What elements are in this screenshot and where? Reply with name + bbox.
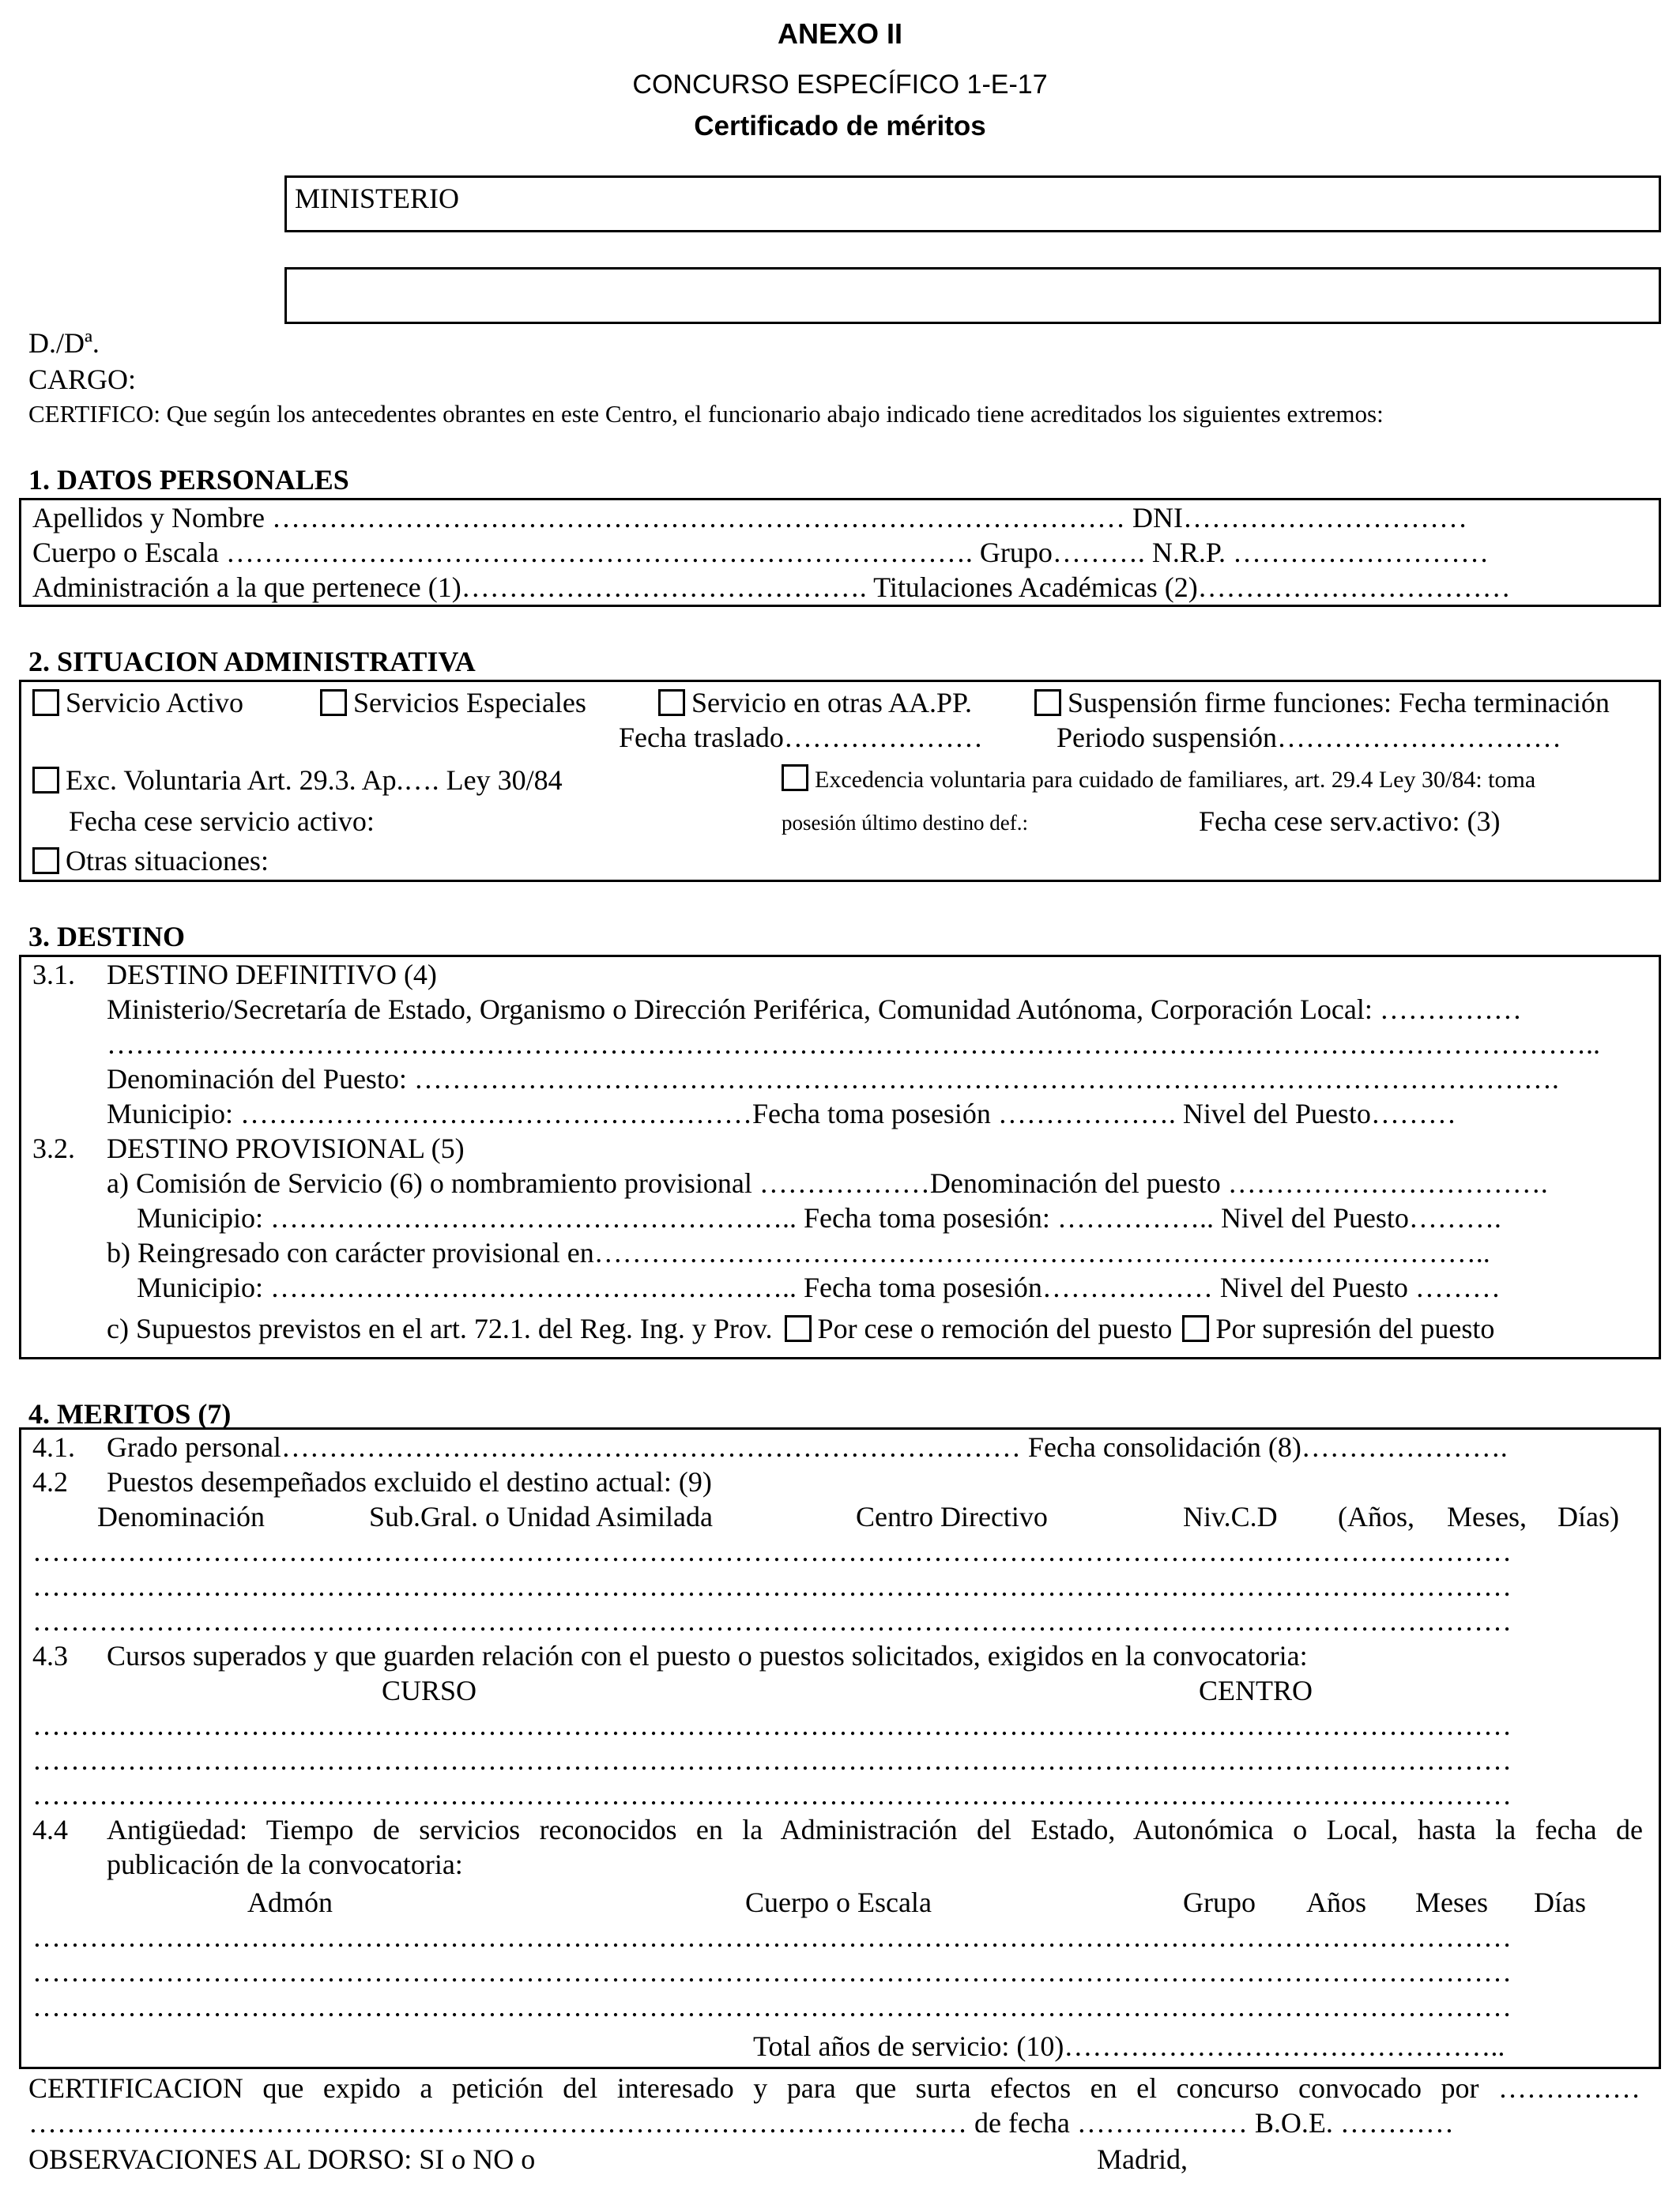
- cursos-row[interactable]: …………………………………………………………………………………………………………………………………………: [32, 1710, 1512, 1741]
- checkbox[interactable]: [1034, 689, 1061, 716]
- num-4-3: 4.3: [32, 1640, 68, 1672]
- cargo-label: CARGO:: [28, 364, 137, 395]
- observaciones[interactable]: OBSERVACIONES AL DORSO: SI o NO o: [28, 2143, 536, 2175]
- certificacion-line-1[interactable]: CERTIFICACION que expido a petición del interesado y para que surta efectos en el concurso convocado por ……………: [28, 2072, 1640, 2104]
- puestos-desempenados: Puestos desempeñados excluido el destino actual: (9): [107, 1466, 712, 1498]
- col-anos-44: Años: [1306, 1887, 1367, 1918]
- apellidos-line[interactable]: Apellidos y Nombre ……………………………………………………………………………… DNI…………………………: [32, 502, 1467, 533]
- col-meses: Meses,: [1447, 1501, 1527, 1532]
- checkbox[interactable]: [320, 689, 347, 716]
- cuerpo-line[interactable]: Cuerpo o Escala ……………………………………………………………………. Grupo………. N.R.P. ………………………: [32, 537, 1489, 568]
- concurso-title: CONCURSO ESPECÍFICO 1-E-17: [632, 70, 1048, 100]
- col-curso: CURSO: [382, 1675, 477, 1706]
- num-4-2: 4.2: [32, 1466, 68, 1498]
- comision-servicio-line[interactable]: a) Comisión de Servicio (6) o nombramiento provisional ………………Denominación del puesto …………………………….: [107, 1167, 1548, 1199]
- posesion-ultimo-destino[interactable]: posesión último destino def.:: [782, 811, 1028, 835]
- cursos-row[interactable]: …………………………………………………………………………………………………………………………………………: [32, 1779, 1512, 1811]
- otras-situaciones-option[interactable]: Otras situaciones:: [32, 843, 269, 878]
- grado-personal-line[interactable]: Grado personal…………………………………………………………………… Fecha consolidación (8)………………….: [107, 1431, 1508, 1463]
- dots-line[interactable]: …………………………………………………………………………………………………………………………………………..: [107, 1028, 1600, 1060]
- antiguedad-row[interactable]: …………………………………………………………………………………………………………………………………………: [32, 1921, 1512, 1953]
- checkbox[interactable]: [32, 847, 59, 874]
- annex-title: ANEXO II: [777, 17, 903, 50]
- fecha-cese-servicio[interactable]: Fecha cese servicio activo:: [69, 805, 375, 837]
- checkbox[interactable]: [32, 767, 59, 794]
- col-anos: (Años,: [1338, 1501, 1414, 1532]
- antiguedad-row[interactable]: …………………………………………………………………………………………………………………………………………: [32, 1991, 1512, 2022]
- destino-provisional: DESTINO PROVISIONAL (5): [107, 1133, 465, 1164]
- suspension-option[interactable]: Suspensión firme funciones: Fecha terminación: [1034, 685, 1610, 720]
- checkbox[interactable]: [782, 764, 808, 791]
- situacion-box: [19, 680, 1661, 882]
- d-label: D./Dª.: [28, 327, 100, 359]
- antiguedad-line-1: Antigüedad: Tiempo de servicios reconocidos en la Administración del Estado, Autonómica o Local, hasta la fecha de: [107, 1814, 1643, 1845]
- cursos-superados: Cursos superados y que guarden relación con el puesto o puestos solicitados, exigidos en la convocatoria:: [107, 1640, 1308, 1672]
- por-supresion-option[interactable]: Por supresión del puesto: [1182, 1313, 1494, 1344]
- ministerio-box[interactable]: [284, 175, 1661, 232]
- antiguedad-line-2: publicación de la convocatoria:: [107, 1849, 463, 1880]
- col-subgral: Sub.Gral. o Unidad Asimilada: [369, 1501, 713, 1532]
- col-centro-directivo: Centro Directivo: [856, 1501, 1048, 1532]
- destino-definitivo: DESTINO DEFINITIVO (4): [107, 959, 437, 990]
- ministerio-label: MINISTERIO: [295, 183, 459, 214]
- meritos-box: [19, 1427, 1661, 2069]
- num-4-4: 4.4: [32, 1814, 68, 1845]
- servicio-activo-option[interactable]: Servicio Activo: [32, 685, 243, 720]
- col-denominacion: Denominación: [97, 1501, 265, 1532]
- destino-box: [19, 955, 1661, 1359]
- comision-municipio-line[interactable]: Municipio: ……………………………………………….. Fecha toma posesión: …………….. Nivel del Puesto……….: [137, 1202, 1501, 1234]
- fecha-traslado[interactable]: Fecha traslado…………………: [619, 722, 983, 753]
- municipio-line[interactable]: Municipio: ………………………………………………Fecha toma posesión ………………. Nivel del Puesto………: [107, 1098, 1456, 1129]
- supuestos-line: [107, 1311, 1494, 1346]
- col-cuerpo-escala: Cuerpo o Escala: [745, 1887, 932, 1918]
- num-3-1: 3.1.: [32, 959, 75, 990]
- antiguedad-row[interactable]: …………………………………………………………………………………………………………………………………………: [32, 1956, 1512, 1988]
- checkbox[interactable]: [785, 1315, 812, 1342]
- section-2-title: 2. SITUACION ADMINISTRATIVA: [28, 646, 476, 677]
- col-admon: Admón: [247, 1887, 333, 1918]
- total-anos-servicio[interactable]: Total años de servicio: (10)………………………………………..: [753, 2030, 1505, 2062]
- col-nivcd: Niv.C.D: [1183, 1501, 1278, 1532]
- checkbox[interactable]: [32, 689, 59, 716]
- col-dias: Días): [1558, 1501, 1619, 1532]
- col-grupo: Grupo: [1183, 1887, 1256, 1918]
- certificado-title: Certificado de méritos: [694, 111, 986, 141]
- puestos-row[interactable]: …………………………………………………………………………………………………………………………………………: [32, 1605, 1512, 1637]
- denominacion-puesto-line[interactable]: Denominación del Puesto: ………………………………………………………………………………………………………….: [107, 1063, 1559, 1095]
- col-centro: CENTRO: [1199, 1675, 1313, 1706]
- certifico-text: CERTIFICO: Que según los antecedentes obrantes en este Centro, el funcionario abajo indicado tiene acreditados los siguientes extremos:: [28, 400, 1384, 428]
- checkbox[interactable]: [658, 689, 685, 716]
- exc-voluntaria-option[interactable]: Exc. Voluntaria Art. 29.3. Ap.…. Ley 30/84: [32, 763, 563, 797]
- checkbox[interactable]: [1182, 1315, 1209, 1342]
- reingresado-municipio-line[interactable]: Municipio: ……………………………………………….. Fecha toma posesión……………… Nivel del Puesto ………: [137, 1272, 1501, 1303]
- num-4-1: 4.1.: [32, 1431, 75, 1463]
- puestos-row[interactable]: …………………………………………………………………………………………………………………………………………: [32, 1536, 1512, 1567]
- col-dias-44: Días: [1534, 1887, 1586, 1918]
- excedencia-familiares-option[interactable]: Excedencia voluntaria para cuidado de familiares, art. 29.4 Ley 30/84: toma: [782, 764, 1535, 796]
- ministerio-organismo-line[interactable]: Ministerio/Secretaría de Estado, Organismo o Dirección Periférica, Comunidad Autónoma, Corporación Local: ……………: [107, 993, 1522, 1025]
- num-3-2: 3.2.: [32, 1133, 75, 1164]
- certificacion-line-2[interactable]: ……………………………………………………………………………………… de fecha ……………… B.O.E. …………: [28, 2107, 1454, 2139]
- supuestos-label: c) Supuestos previstos en el art. 72.1. del Reg. Ing. y Prov.: [107, 1313, 773, 1344]
- cursos-row[interactable]: …………………………………………………………………………………………………………………………………………: [32, 1744, 1512, 1776]
- administracion-line[interactable]: Administración a la que pertenece (1)……………………………………. Titulaciones Académicas (2)……………………………: [32, 571, 1511, 603]
- reingresado-line[interactable]: b) Reingresado con carácter provisional en…………………………………………………………………………………..: [107, 1237, 1490, 1269]
- servicios-especiales-option[interactable]: Servicios Especiales: [320, 685, 586, 720]
- puestos-row[interactable]: …………………………………………………………………………………………………………………………………………: [32, 1570, 1512, 1602]
- periodo-suspension[interactable]: Periodo suspensión…………………………: [1057, 722, 1561, 753]
- col-meses-44: Meses: [1415, 1887, 1488, 1918]
- por-cese-option[interactable]: Por cese o remoción del puesto: [785, 1313, 1173, 1344]
- fecha-cese-serv-activo[interactable]: Fecha cese serv.activo: (3): [1199, 805, 1501, 837]
- servicio-otras-option[interactable]: Servicio en otras AA.PP.: [658, 685, 972, 720]
- madrid-label: Madrid,: [1097, 2143, 1188, 2175]
- ministerio-field[interactable]: [284, 267, 1661, 324]
- section-1-title: 1. DATOS PERSONALES: [28, 464, 349, 496]
- section-3-title: 3. DESTINO: [28, 921, 186, 952]
- section-4-title: 4. MERITOS (7): [28, 1398, 232, 1430]
- datos-personales-box: [19, 498, 1661, 607]
